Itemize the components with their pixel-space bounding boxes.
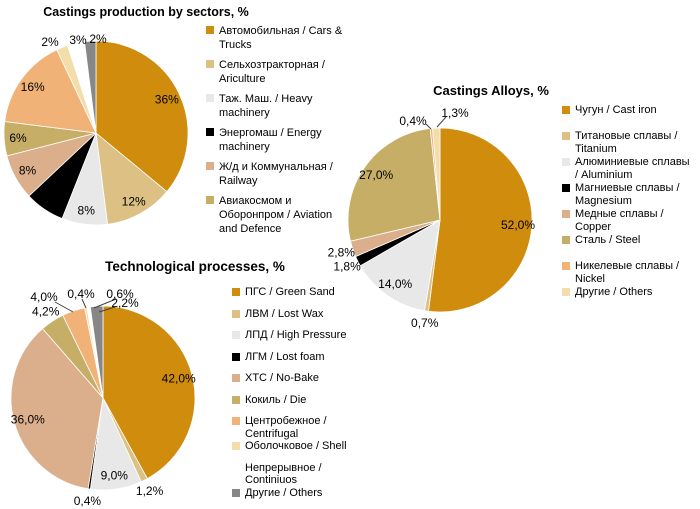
legend-label: Авиакосмом и Оборонпром / Aviation and Defence: [219, 195, 333, 235]
legend-item: [562, 182, 697, 208]
slice-value-label: 4,2%: [32, 304, 60, 319]
legend-label: Чугун / Cast iron: [575, 104, 657, 116]
legend-label: Никелевые сплавы / Nickel: [575, 260, 680, 285]
slice-value-label: 1,2%: [135, 483, 164, 498]
slice-value-label: 3%: [69, 33, 87, 47]
slice-value-label: 2%: [41, 35, 59, 49]
legend-label: Кокиль / Die: [245, 393, 307, 406]
legend-label: Алюминиевые сплавы / Aluminium: [575, 156, 690, 181]
slice-value-label: 52,0%: [500, 217, 536, 232]
chart-title-processes: Technological processes, %: [105, 259, 285, 274]
legend-swatch: [232, 489, 240, 497]
legend-swatch: [206, 26, 214, 34]
legend-item: [232, 440, 362, 453]
slice-value-label: 1,3%: [441, 106, 469, 120]
legend-label: Титановые сплавы / Titanium: [575, 130, 678, 155]
legend-swatch: [562, 236, 570, 244]
chart-title-sectors: Castings production by sectors, %: [43, 5, 249, 19]
slice-value-label: 36,0%: [10, 412, 45, 427]
slice-value-label: 2%: [89, 32, 107, 46]
slice-value-label: 2,2%: [111, 296, 139, 310]
legend-label: ЛПД / High Pressure: [245, 329, 347, 341]
legend-alloys: [562, 104, 697, 312]
legend-item: [232, 286, 362, 299]
slice-value-label: 0,6%: [106, 287, 134, 301]
legend-item: [562, 234, 697, 260]
legend-item: [232, 351, 362, 364]
legend-label: ЛВМ / Lost Wax: [245, 307, 324, 320]
legend-label: Центробежное / Centrifugal: [245, 415, 327, 440]
legend-swatch: [562, 262, 570, 270]
legend-item: [562, 156, 697, 182]
legend-swatch: [562, 184, 570, 192]
legend-label: Автомобильная / Cars & Trucks: [219, 25, 343, 51]
slice-value-label: 9,0%: [100, 468, 128, 483]
legend-swatch: [232, 396, 240, 404]
legend-label: Сталь / Steel: [575, 234, 641, 246]
legend-label: Оболочковое / Shell: [245, 440, 347, 452]
legend-label: Энергомаш / Energy machinery: [219, 127, 322, 153]
legend-item: [232, 462, 362, 487]
legend-swatch: [562, 132, 570, 140]
slice-value-label: 27,0%: [359, 167, 394, 182]
slice-value-label: 8%: [18, 163, 37, 178]
legend-label: Сельхозтракторная / Ariculture: [219, 59, 325, 85]
legend-swatch: [562, 106, 570, 114]
legend-swatch: [206, 60, 214, 68]
legend-swatch: [562, 158, 570, 166]
legend-label: Другие / Others: [245, 486, 323, 499]
legend-item: [562, 286, 697, 312]
legend-swatch: [232, 353, 240, 361]
legend-swatch: [232, 442, 240, 450]
slice-value-label: 1,8%: [333, 259, 361, 274]
legend-item: [562, 260, 697, 286]
legend-swatch: [232, 331, 240, 339]
slice-value-label: 0,4%: [399, 114, 427, 128]
legend-label: Таж. Маш. / Heavy machinery: [219, 93, 313, 119]
legend-item: [232, 394, 362, 407]
legend-item: [232, 308, 362, 321]
legend-item: [562, 208, 697, 234]
legend-item: [232, 372, 362, 385]
legend-swatch: [206, 94, 214, 102]
legend-label: Медные сплавы / Copper: [575, 208, 664, 233]
slice-value-label: 8%: [77, 203, 95, 218]
chart-title-alloys: Castings Alloys, %: [433, 83, 549, 98]
legend-swatch: [562, 288, 570, 296]
slice-value-label: 0,7%: [411, 315, 439, 330]
legend-label: Ж/д и Коммунальная / Railway: [219, 161, 333, 187]
legend-label: ХТС / No-Bake: [245, 372, 319, 384]
legend-swatch: [232, 310, 240, 318]
legend-swatch: [206, 162, 214, 170]
legend-label: Другие / Others: [575, 286, 653, 298]
pie-chart-sectors: [0, 0, 211, 248]
slice-value-label: 6%: [9, 130, 27, 145]
legend-item: [232, 329, 362, 342]
slice-value-label: 42,0%: [161, 371, 196, 386]
legend-item: [562, 130, 697, 156]
legend-item: [562, 104, 697, 130]
slice-value-label: 0,4%: [73, 493, 102, 508]
legend-swatch: [232, 464, 240, 472]
slice-value-label: 16%: [20, 80, 45, 94]
slice-value-label: 2,8%: [327, 245, 355, 260]
legend-item: [232, 487, 362, 500]
legend-swatch: [206, 196, 214, 204]
slice-value-label: 0,4%: [67, 287, 95, 301]
legend-label: ПГС / Green Sand: [245, 286, 335, 298]
legend-label: ЛГМ / Lost foam: [245, 350, 325, 363]
legend-item: [232, 415, 362, 440]
legend-swatch: [232, 374, 240, 382]
slice-value-label: 12%: [121, 194, 146, 209]
pie-chart-processes: [0, 258, 218, 509]
legend-item: [206, 24, 351, 58]
legend-swatch: [562, 210, 570, 218]
legend-label: Магниевые сплавы / Magnesium: [575, 182, 680, 207]
legend-swatch: [232, 288, 240, 296]
slice-value-label: 36%: [154, 92, 179, 107]
legend-processes: [232, 286, 362, 508]
label-leader-line: [426, 124, 431, 129]
legend-label: Непрерывное / Continiuos: [245, 461, 322, 486]
legend-swatch: [232, 417, 240, 425]
slice-value-label: 4,0%: [30, 290, 58, 304]
slice-value-label: 14,0%: [378, 277, 413, 292]
legend-swatch: [206, 128, 214, 136]
